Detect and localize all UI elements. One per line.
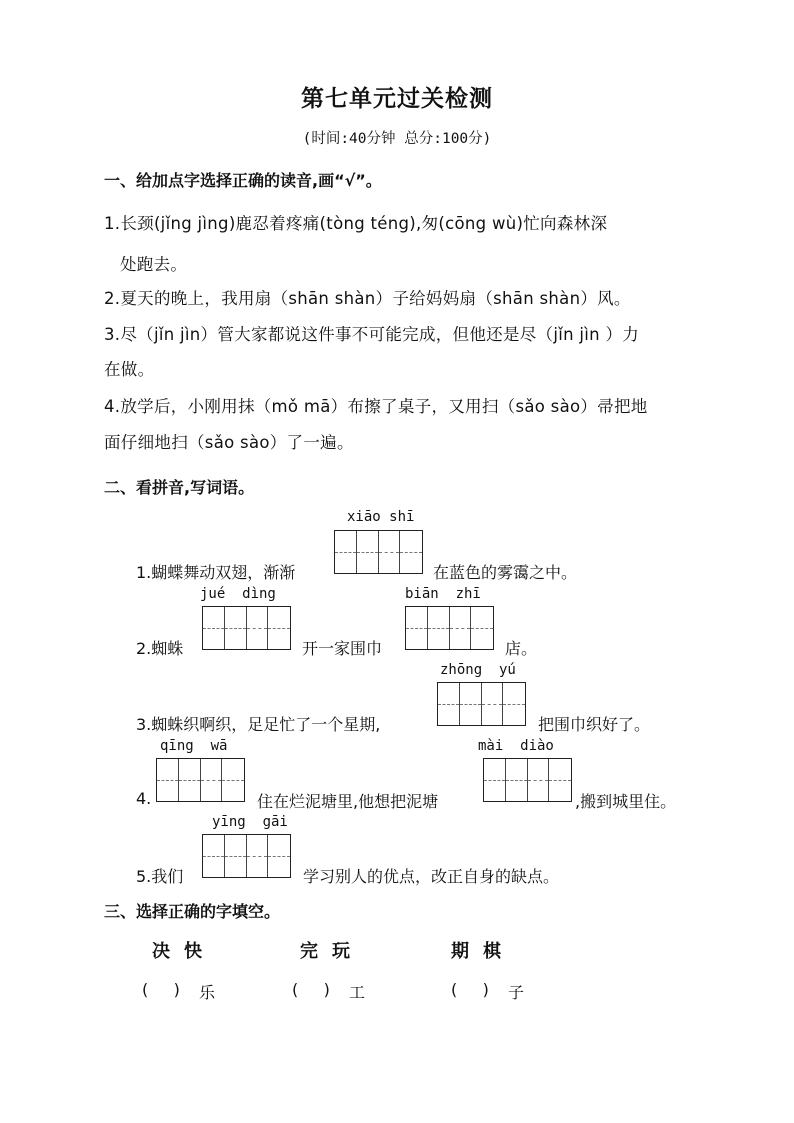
s2-q1-after: 在蓝色的雾霭之中。: [433, 563, 578, 582]
section3-heading: 三、选择正确的字填空。: [104, 902, 281, 921]
grid-cell[interactable]: [506, 759, 528, 801]
s2-q2-after: 店。: [505, 639, 538, 658]
s2-q5-before: 5.我们: [136, 867, 184, 886]
s3-group1-blank[interactable]: ( ): [142, 980, 180, 999]
s3-group1-chars: 决快: [152, 941, 216, 962]
s2-q2-before: 2.蜘蛛: [136, 639, 184, 658]
grid-cell[interactable]: [400, 531, 422, 573]
s2-q4-before: 4.: [136, 789, 152, 808]
grid-cell[interactable]: [179, 759, 201, 801]
grid-cell[interactable]: [268, 835, 290, 877]
s2-q3-before: 3.蜘蛛织啊织，足足忙了一个星期,: [136, 715, 381, 734]
grid-cell[interactable]: [379, 531, 401, 573]
grid-cell[interactable]: [438, 683, 460, 725]
grid-cell[interactable]: [247, 835, 269, 877]
page-title: 第七单元过关检测: [301, 86, 493, 112]
grid-cell[interactable]: [203, 607, 225, 649]
s2-q4-pinyin-b: mài diào: [478, 738, 554, 754]
s1-q1-line2: 处跑去。: [120, 255, 188, 274]
s2-q4-middle: 住在烂泥塘里,他想把泥塘: [257, 792, 439, 811]
grid-cell[interactable]: [225, 835, 247, 877]
grid-cell[interactable]: [549, 759, 571, 801]
s2-q1-before: 1.蝴蝶舞动双翅，渐渐: [136, 563, 296, 582]
s2-q1-pinyin: xiāo shī: [347, 509, 415, 525]
section1-heading: 一、给加点字选择正确的读音,画“√”。: [104, 171, 382, 190]
grid-cell[interactable]: [201, 759, 223, 801]
s2-q5-after: 学习别人的优点，改正自身的缺点。: [303, 867, 560, 886]
s3-group2-blank[interactable]: ( ): [292, 980, 330, 999]
grid-cell[interactable]: [335, 531, 357, 573]
s2-q5-pinyin: yīng gāi: [212, 814, 288, 830]
s2-q4-after: ,搬到城里住。: [575, 792, 677, 811]
s2-q4-writing-grid-a[interactable]: [156, 758, 245, 802]
grid-cell[interactable]: [460, 683, 482, 725]
s2-q1-writing-grid[interactable]: [334, 530, 423, 574]
s1-q3-line1: 3.尽（jǐn jìn）管大家都说这件事不可能完成，但他还是尽（jǐn jìn ）力: [104, 325, 640, 344]
s3-group2-word: 工: [349, 983, 366, 1002]
s3-group2-chars: 完玩: [300, 941, 364, 962]
s2-q5-writing-grid[interactable]: [202, 834, 291, 878]
s1-q1-line1: 1.长颈(jǐng jìng)鹿忍着疼痛(tòng téng),匆(cōng wù)忙向森林深: [104, 214, 608, 233]
s2-q2-writing-grid-b[interactable]: [405, 606, 494, 650]
s2-q4-writing-grid-b[interactable]: [483, 758, 572, 802]
s1-q2: 2.夏天的晚上，我用扇（shān shàn）子给妈妈扇（shān shàn）风。: [104, 289, 631, 308]
s3-group1-word: 乐: [199, 983, 216, 1002]
grid-cell[interactable]: [268, 607, 290, 649]
s1-q4-line2: 面仔细地扫（sǎo sào）了一遍。: [104, 433, 354, 452]
grid-cell[interactable]: [428, 607, 450, 649]
section2-heading: 二、看拼音,写词语。: [104, 478, 255, 497]
s2-q3-pinyin: zhōng yú: [440, 662, 516, 678]
grid-cell[interactable]: [471, 607, 493, 649]
grid-cell[interactable]: [482, 683, 504, 725]
grid-cell[interactable]: [225, 607, 247, 649]
s3-group3-blank[interactable]: ( ): [451, 980, 489, 999]
s2-q2-pinyin-a: jué dìng: [200, 586, 276, 602]
grid-cell[interactable]: [528, 759, 550, 801]
grid-cell[interactable]: [203, 835, 225, 877]
s2-q3-writing-grid[interactable]: [437, 682, 526, 726]
s2-q4-pinyin-a: qīng wā: [160, 738, 228, 754]
grid-cell[interactable]: [222, 759, 244, 801]
s2-q2-middle: 开一家围巾: [302, 639, 383, 658]
grid-cell[interactable]: [247, 607, 269, 649]
s3-group3-chars: 期棋: [451, 941, 515, 962]
s1-q4-line1: 4.放学后，小刚用抹（mǒ mā）布擦了桌子，又用扫（sǎo sào）帚把地: [104, 397, 648, 416]
grid-cell[interactable]: [503, 683, 525, 725]
grid-cell[interactable]: [157, 759, 179, 801]
s2-q3-after: 把围巾织好了。: [538, 715, 651, 734]
grid-cell[interactable]: [406, 607, 428, 649]
grid-cell[interactable]: [357, 531, 379, 573]
s1-q3-line2: 在做。: [104, 360, 155, 379]
grid-cell[interactable]: [484, 759, 506, 801]
grid-cell[interactable]: [450, 607, 472, 649]
s2-q2-pinyin-b: biān zhī: [405, 586, 481, 602]
s2-q2-writing-grid-a[interactable]: [202, 606, 291, 650]
exam-time-score: (时间:40分钟 总分:100分): [302, 131, 492, 147]
s3-group3-word: 子: [508, 983, 525, 1002]
